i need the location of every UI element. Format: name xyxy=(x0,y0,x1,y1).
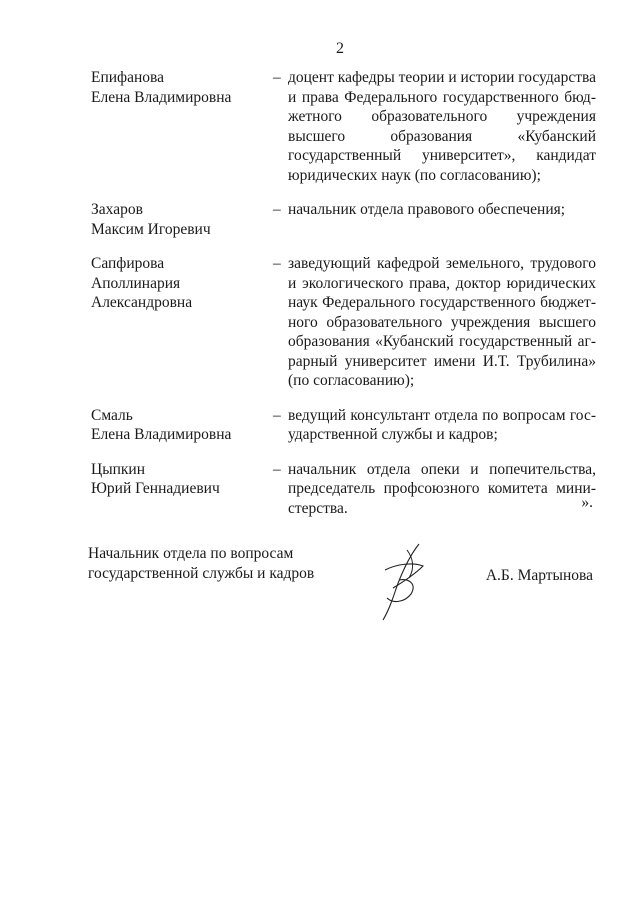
member-given-names: Максим Игоревич xyxy=(91,220,211,238)
roster-entry xyxy=(91,460,596,519)
member-position: начальник отдела опеки и попечительства, председатель профсоюзного комитета министерства. xyxy=(288,460,596,517)
member-position: заведующий кафедрой земельного, трудового и экологического права, доктор юридических наук Федерального государственного бюджетного образовательного учреждения высшего образования «Кубанский государственный аграрный университет имени И.Т. Трубилина» (по согласованию); xyxy=(288,255,596,389)
member-name xyxy=(91,200,273,239)
member-surname: Захаров xyxy=(91,201,143,218)
page-number: 2 xyxy=(336,40,344,57)
member-name xyxy=(91,68,273,185)
roster-entry xyxy=(91,68,596,185)
member-surname: Цыпкин xyxy=(91,460,146,478)
member-surname: Епифанова xyxy=(91,69,165,86)
dash-separator: – xyxy=(273,460,281,478)
member-given-names: Юрий Геннадиевич xyxy=(91,480,220,497)
roster-entry xyxy=(91,200,596,239)
member-patronymic: Александровна xyxy=(91,294,193,311)
member-name xyxy=(91,460,273,519)
member-surname: Смаль xyxy=(91,406,133,424)
member-given-names: Аполлинария xyxy=(91,274,181,292)
signer-title-line: государственной службы и кадров xyxy=(88,565,315,582)
member-name xyxy=(91,406,273,445)
closing-quote-mark: ». xyxy=(581,494,593,511)
signature-block xyxy=(88,544,593,634)
member-position: ведущий консультант отдела по вопросам государственной службы и кадров; xyxy=(288,406,596,443)
member-position: доцент кафедры теории и истории государства и права Федерального государственного бюджетного образовательного учреждения высшего образования «Кубанский государственный университет», кандидат юридических наук (по согласованию); xyxy=(288,69,596,184)
member-surname: Сапфирова xyxy=(91,255,165,272)
roster-entry xyxy=(91,406,596,445)
dash-separator: – xyxy=(273,201,281,218)
member-position: начальник отдела правового обеспечения; xyxy=(288,201,566,218)
dash-separator: – xyxy=(273,255,281,272)
signer-title-line: Начальник отдела по вопросам xyxy=(88,545,294,562)
dash-separator: – xyxy=(273,406,281,424)
member-given-names: Елена Владимировна xyxy=(91,426,232,443)
roster-entry xyxy=(91,254,596,391)
dash-separator: – xyxy=(273,69,281,86)
commission-roster xyxy=(91,68,596,518)
signer-name: А.Б. Мартынова xyxy=(485,567,593,584)
handwritten-signature xyxy=(363,540,443,624)
member-given-names: Елена Владимировна xyxy=(91,88,232,106)
member-name xyxy=(91,254,273,391)
